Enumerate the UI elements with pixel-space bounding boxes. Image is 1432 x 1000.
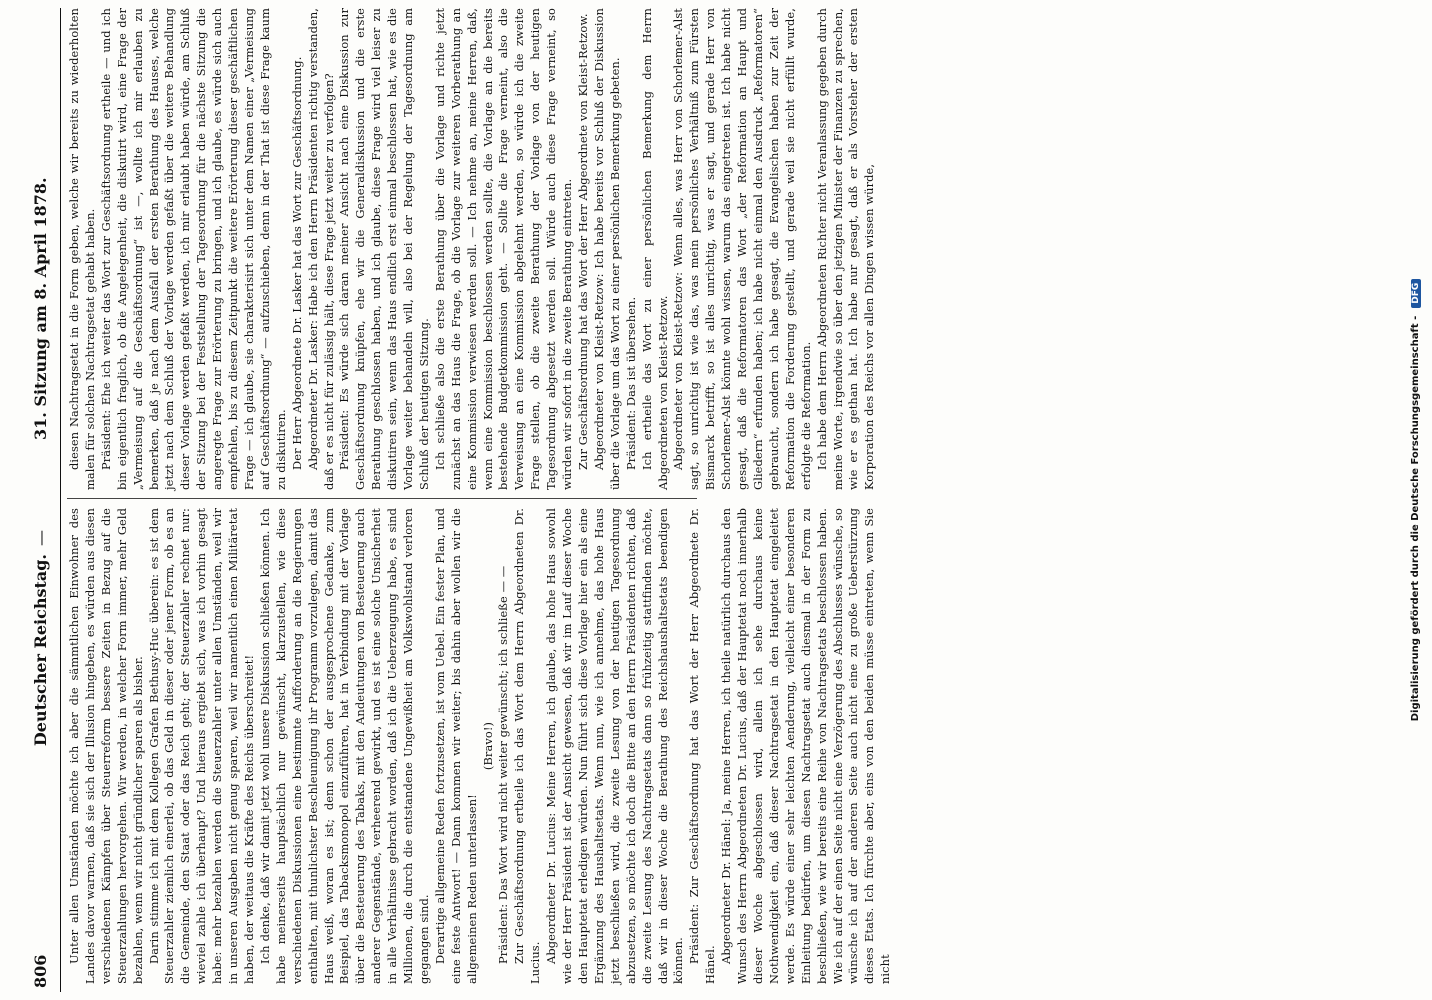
digitization-credit (1410, 0, 1421, 1000)
paragraph: Ich schließe also die erste Berathung über die Vorlage und richte jetzt zunächst an das Haus die Frage, ob die Vorlage zur weiteren Vorberathung an eine Kommission verwiesen werden soll. — Ich nehme an, meine Herren, daß, wenn eine Kommission beschlossen werden sollte, die Vorlage an die bereits bestehende Budgetkommission geht. — Sollte die Frage verneint, also die Verweisung an eine Kommission abgelehnt werden, so würde ich die zweite Frage stellen, ob die zweite Berathung der Vorlage von der heutigen Tagesordnung abgesetzt werden soll. Würde auch diese Frage verneint, so würden wir sofort in die zweite Berathung eintreten. (432, 8, 575, 490)
paragraph: Zur Geschäftsordnung hat das Wort der Herr Abgeordnete von Kleist-Retzow. (576, 13, 590, 470)
paragraph: Präsident: Das Wort wird nicht weiter gewünscht; ich schließe — — (496, 565, 511, 964)
paragraph: Ich habe dem Herrn Abgeordneten Richter nicht Veranlassung gegeben durch meine Worte, irgendwie so über den jetzigen Minister der Finanzen zu sprechen, wie er es gethan hat. Ich habe nur gesagt, daß er als Vorsteher der ersten Korporation des Reichs vor allen Dingen wissen würde, (814, 8, 877, 490)
paragraph: Abgeordneter von Kleist-Retzow: Wenn alles, was Herr von Schorlemer-Alst sagt, so unrichtig ist wie das, was mein persönliches Verhältniß zum Fürsten Bismarck betrifft, so ist alles unrichtig, was er sagt, und gerade Herr von Schorlemer-Alst könnte wohl wissen, warum das eingetreten ist. Ich habe nicht gesagt, daß die Reformatoren das Wort „der Reformation an Haupt und Gliedern“ erfunden haben; ich habe nicht einmal den Ausdruck „Reformatoren“ gebraucht, sondern ich habe gesagt, die Evangelischen haben zur Zeit der Reformation die Forderung gestellt, und gerade weil sie nicht erfüllt wurde, erfolgte die Reformation. (671, 8, 813, 490)
paragraph: Der Herr Abgeordnete Dr. Lasker hat das Wort zur Geschäftsordnung. (289, 56, 304, 470)
paragraph: Abgeordneter von Kleist-Retzow: Ich habe bereits vor Schluß der Diskussion über die Vorlage um das Wort zu einer persönlichen Bemerkung gebeten. (591, 8, 622, 490)
left-column (67, 508, 893, 984)
paragraph: Abgeordneter Dr. Lucius: Meine Herren, ich glaube, das hohe Haus sowohl wie der Herr Präsident ist der Ansicht gewesen, daß wir im Lauf dieser Woche den Hauptetat erledigen würden. Nun führt sich diese Vorlage hier ein als eine Ergänzung des Haushaltsetats. Wenn nun, wie ich annehme, das hohe Haus jetzt beschließen wird, die zweite Lesung von der heutigen Tagesordnung abzusetzen, so möchte ich doch die Bitte an den Herrn Präsidenten richten, daß die zweite Lesung des Nachtragsetats dann so frühzeitig stattfinden möchte, daß wir in dieser Woche die Berathung des Reichshaushaltsetats beendigen können. (544, 508, 686, 984)
paragraph: Präsident: Es würde sich daran meiner Ansicht nach eine Diskussion zur Geschäftsordnung knüpfen, ehe wir die Generaldiskussion und die erste Berathung geschlossen haben, und ich glaube, diese Frage wird viel leiser zu diskutiren sein, wenn das Haus endlich erst einmal beschlossen hat, wie es die Vorlage weiter behandeln will, also bei der Regelung der Tagesordnung am Schluß der heutigen Sitzung. (337, 8, 431, 490)
paragraph: diesen Nachtragsetat in die Form geben, welche wir bereits zu wiederholten malen für solchen Nachtragsetat gehabt haben. (67, 8, 97, 490)
column-divider (67, 498, 697, 499)
paragraph: Präsident: Ehe ich weiter das Wort zur Geschäftsordnung ertheile — und ich bin eigentlich fraglich, ob die Angelegenheit, die diskutirt wird, eine Frage der „Vermeisung auf die Geschäftsordnung“ ist —, wollte ich mir erlauben zu bemerken, daß je nach dem Ausfall der ersten Berathung des Hauses, welche jetzt nach dem Schluß der Vorlage werden gefaßt über die weitere Behandlung dieser Vorlage werden gefaßt werden, ich mir erlaubt haben würde, am Schluß der Sitzung bei der Feststellung der Tagesordnung für die nächste Sitzung die angeregte Frage zur Erörterung zu bringen, und ich glaube, es würde sich auch empfehlen, bis zu diesem Zeitpunkt die weitere Erörterung dieser geschäftlichen Frage — ich glaube, sie charakterisirt sich unter dem Namen einer „Vermeisung auf Geschäftsordnung“ — aufzuschieben, denn in der That ist diese Frage kaum zu diskutiren. (98, 8, 288, 490)
header-title-left: Deutscher Reichstag. (31, 554, 50, 747)
right-column (67, 8, 877, 490)
credit-text: Digitalisierung gefördert durch die Deutsche Forschungsgemeinschaft - (1410, 315, 1421, 722)
paragraph: Zur Geschäftsordnung ertheile ich das Wort dem Herrn Abgeordneten Dr. Lucius. (512, 508, 543, 984)
page-number: 806 (31, 954, 50, 988)
paragraph: Präsident: Das ist übersehen. (623, 296, 638, 470)
paragraph: Derartige allgemeine Reden fortzusetzen, ist vom Uebel. Ein fester Plan, und eine feste Antwort! — Dann kommen wir weiter; bis dahin aber wollen wir die allgemeinen Reden unterlassen! (432, 508, 479, 984)
paragraph: Ich denke, daß wir damit jetzt wohl unsere Diskussion schließen können. Ich habe meinerseits hauptsächlich nur gewünscht, klarzustellen, wie diese verschiedenen Diskussionen eine bestimmte Aufforderung an die Regierungen enthalten, mit thunlichster Beschleunigung ihr Programm vorzulegen, damit das Haus weiß, woran es ist; denn schon der ausgesprochene Gedanke, zum Beispiel, das Tabacksmonopol einzuführen, hat in Verbindung mit der Vorlage über die Besteuerung des Tabaks, mit den Andeutungen von Besteuerung auch anderer Gegenstände, verheerend gewirkt, und es ist eine solche Unsicherheit in alle Verhältnisse gebracht worden, daß ich die Ueberzeugung habe, es sind Millionen, die durch die entstandene Ungewißheit am Volkswohlstand verloren gegangen sind. (257, 508, 431, 984)
header-title-right: 31. Sitzung am 8. April 1878. (31, 177, 50, 440)
paragraph: Abgeordneter Dr. Lasker: Habe ich den Herrn Präsidenten richtig verstanden, daß er es nicht für zulässig hält, diese Frage jetzt weiter zu verfolgen? (305, 8, 336, 490)
paragraph: Abgeordneter Dr. Hänel: Ja, meine Herren, ich theile natürlich durchaus den Wunsch des Herrn Abgeordneten Dr. Lucius, daß der Hauptetat noch innerhalb dieser Woche abgeschlossen wird, allein ich sehe durchaus keine Nothwendigkeit ein, daß dieser Nachtragsetat in den Hauptetat eingeleitet werde. Es würde einer sehr leichten Aenderung, vielleicht einer besonderen Einleitung bedürfen, um diesen Nachtragsetat auch diesmal in der Form zu beschließen, wie wir bereits eine Reihe von Nachtragsetats beschlossen haben. Wie ich auf der einen Seite nicht eine Verzögerung des Abschlusses wünsche, so wünsche ich auf der anderen Seite auch nicht eine zu große Ueberstürzung dieses Etats. Ich fürchte aber, eins von den beiden müsse eintreten, wenn Sie nicht (719, 508, 893, 984)
paragraph: Unter allen Umständen möchte ich aber die sämmtlichen Einwohner des Landes davor warnen, daß sie sich der Illusion hingeben, es würden aus diesen verschiedenen Kämpfen über Steuerreform bessere Zeiten in Bezug auf die Steuerzahlungen hervorgehen. Wir werden, in welcher Form immer, mehr Geld bezahlen, wenn wir nicht gründlicher sparen als bisher. (67, 508, 145, 984)
text-columns (67, 8, 893, 992)
paragraph: Darin stimme ich mit dem Kollegen Grafen Bethusy-Huc überein: es ist dem Steuerzahler ziemlich einerlei, ob das Geld in dieser oder jener Form, ob es an die Gemeinde, den Staat oder das Reich geht; der Steuerzahler rechnet nur: wieviel zahle ich überhaupt? Und hieraus ergiebt sich, was ich vorhin gesagt habe: mehr bezahlen werden die Steuerzahler unter allen Umständen, weil wir in unseren Ausgaben nicht genug sparen, weil wir namentlich einen Militäretat haben, der weitaus die Kräfte des Reichs überschreitet! (146, 508, 256, 984)
paragraph: Präsident: Zur Geschäftsordnung hat das Wort der Herr Abgeordnete Dr. Hänel. (687, 508, 718, 984)
paragraph: Ich ertheile das Wort zu einer persönlichen Bemerkung dem Herrn Abgeordneten von Kleist-Retzow. (639, 8, 670, 490)
header-separator: — (31, 530, 50, 546)
paragraph: (Bravo!) (480, 721, 495, 771)
dfg-badge: DFG (1411, 279, 1421, 308)
page-header (22, 8, 61, 992)
